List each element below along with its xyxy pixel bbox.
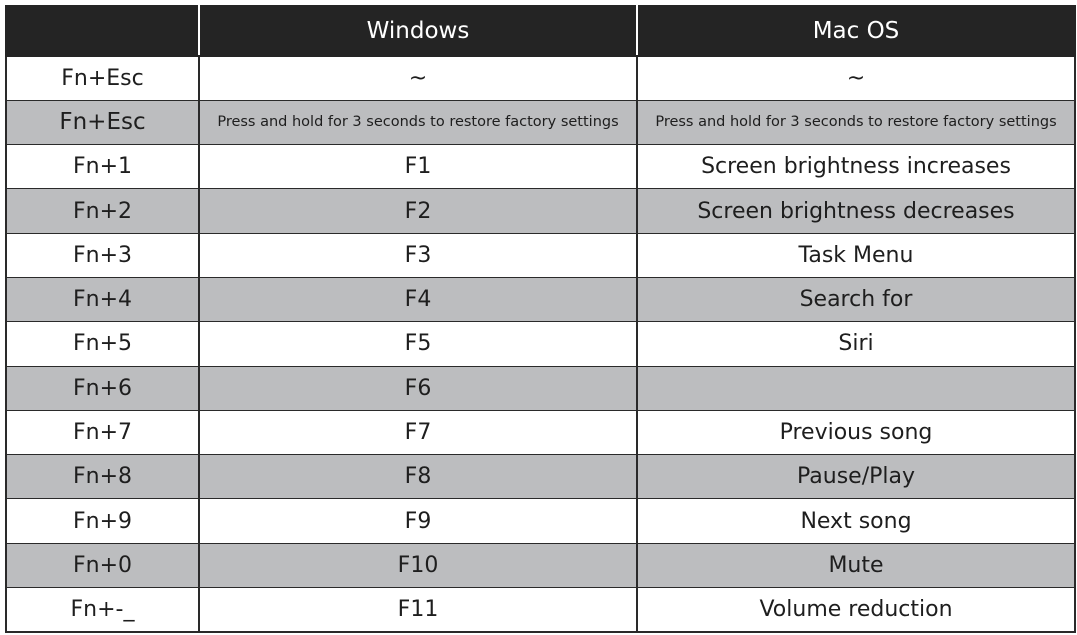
key-combo-cell: Fn+9 <box>6 499 199 543</box>
table-row <box>6 543 1075 587</box>
header-windows-column: Windows <box>199 6 637 56</box>
table-row <box>6 189 1075 233</box>
windows-function-cell: Press and hold for 3 seconds to restore factory settings <box>199 100 637 144</box>
windows-function-cell: ~ <box>199 56 637 100</box>
mac-function-cell: Screen brightness increases <box>637 145 1075 189</box>
table-row <box>6 322 1075 366</box>
windows-function-cell: F5 <box>199 322 637 366</box>
key-combo-cell: Fn+Esc <box>6 100 199 144</box>
table-row <box>6 56 1075 100</box>
key-combo-cell: Fn+7 <box>6 410 199 454</box>
windows-function-cell: F3 <box>199 233 637 277</box>
key-combo-cell: Fn+3 <box>6 233 199 277</box>
key-combo-cell: Fn+2 <box>6 189 199 233</box>
fn-key-shortcut-table <box>5 5 1076 633</box>
mac-function-cell: Press and hold for 3 seconds to restore factory settings <box>637 100 1075 144</box>
mac-function-cell: Previous song <box>637 410 1075 454</box>
table-row <box>6 499 1075 543</box>
key-combo-cell: Fn+0 <box>6 543 199 587</box>
table-row <box>6 588 1075 632</box>
header-macos-column: Mac OS <box>637 6 1075 56</box>
mac-function-cell: Pause/Play <box>637 455 1075 499</box>
mac-function-cell: Search for <box>637 277 1075 321</box>
table-row <box>6 145 1075 189</box>
key-combo-cell: Fn+6 <box>6 366 199 410</box>
key-combo-cell: Fn+-_ <box>6 588 199 632</box>
key-combo-cell: Fn+5 <box>6 322 199 366</box>
table-row <box>6 366 1075 410</box>
mac-function-cell: ~ <box>637 56 1075 100</box>
windows-function-cell: F8 <box>199 455 637 499</box>
mac-function-cell: Task Menu <box>637 233 1075 277</box>
windows-function-cell: F6 <box>199 366 637 410</box>
table-header-row <box>6 6 1075 56</box>
mac-function-cell: Mute <box>637 543 1075 587</box>
table-row <box>6 277 1075 321</box>
table-row <box>6 410 1075 454</box>
table-row <box>6 233 1075 277</box>
key-combo-cell: Fn+4 <box>6 277 199 321</box>
windows-function-cell: F4 <box>199 277 637 321</box>
header-key-column <box>6 6 199 56</box>
mac-function-cell: Next song <box>637 499 1075 543</box>
windows-function-cell: F1 <box>199 145 637 189</box>
windows-function-cell: F2 <box>199 189 637 233</box>
key-combo-cell: Fn+8 <box>6 455 199 499</box>
key-combo-cell: Fn+Esc <box>6 56 199 100</box>
table-row <box>6 100 1075 144</box>
windows-function-cell: F10 <box>199 543 637 587</box>
windows-function-cell: F11 <box>199 588 637 632</box>
mac-function-cell: Screen brightness decreases <box>637 189 1075 233</box>
mac-function-cell: Volume reduction <box>637 588 1075 632</box>
windows-function-cell: F7 <box>199 410 637 454</box>
mac-function-cell: Siri <box>637 322 1075 366</box>
table-row <box>6 455 1075 499</box>
windows-function-cell: F9 <box>199 499 637 543</box>
mac-function-cell <box>637 366 1075 410</box>
key-combo-cell: Fn+1 <box>6 145 199 189</box>
